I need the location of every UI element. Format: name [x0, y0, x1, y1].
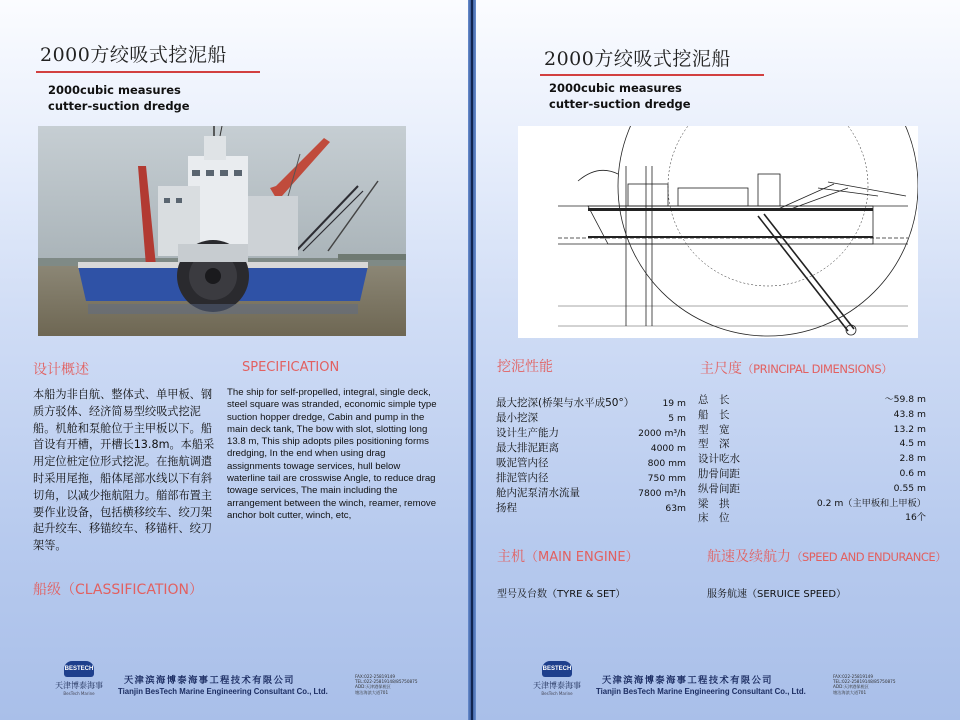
performance-table [496, 396, 686, 516]
contact-address-2: 塘沽海滨大道701 [833, 689, 867, 695]
dimension-value: ～59.8 m [884, 394, 926, 405]
speed-endurance-heading-cn: 航速及续航力 [707, 549, 791, 565]
performance-row [496, 501, 686, 516]
specification-heading: SPECIFICATION [242, 360, 340, 375]
dimension-value: 13.2 m [893, 423, 926, 435]
performance-value: 2000 m³/h [638, 428, 686, 439]
subtitle-line-1: 2000cubic measures [549, 81, 682, 95]
performance-label: 最大排泥距离 [496, 442, 559, 454]
page-divider [468, 0, 476, 720]
contact-tel: TEL:022-25819148/85750875 [355, 679, 418, 685]
performance-value: 750 mm [647, 473, 686, 484]
contact-address: ADD:天津港保税区 [355, 684, 391, 690]
performance-label: 舱内泥泵清水流量 [496, 487, 580, 499]
performance-row [496, 486, 686, 501]
company-name-en: Tianjin BesTech Marine Engineering Consultant Co., Ltd. [118, 687, 328, 696]
performance-label: 排泥管内径 [496, 472, 549, 484]
engine-type-item: 型号及台数（TYRE & SET） [497, 589, 626, 600]
dimension-label: 型 深 [698, 438, 730, 451]
dimension-value: 16个 [905, 512, 926, 524]
subtitle-line-2: cutter-suction dredge [549, 97, 691, 111]
subtitle-line-1: 2000cubic measures [48, 83, 181, 97]
performance-label: 扬程 [496, 502, 517, 514]
dimension-row [698, 497, 926, 512]
main-engine-heading [497, 546, 639, 566]
dimension-row [698, 467, 926, 482]
contact-info [355, 674, 418, 695]
company-logo [524, 661, 590, 699]
performance-value: 4000 m [650, 443, 686, 454]
performance-row [496, 411, 686, 426]
performance-value: 5 m [668, 413, 686, 424]
performance-row [496, 426, 686, 441]
right-page [480, 0, 960, 720]
company-logo [46, 661, 112, 699]
dimension-label: 梁 拱 [698, 497, 730, 510]
main-engine-heading-en: （MAIN ENGINE） [525, 550, 639, 565]
dredge-photo [38, 126, 406, 336]
performance-row [496, 471, 686, 486]
logo-mark: BESTECH [64, 661, 94, 677]
performance-value: 7800 m³/h [638, 488, 686, 499]
performance-value: 800 mm [647, 458, 686, 469]
contact-address-2: 塘沽海滨大道701 [355, 689, 389, 695]
dimension-row [698, 452, 926, 467]
contact-fax: FAX:022-25819149 [355, 674, 395, 679]
performance-label: 最小挖深 [496, 412, 538, 424]
dimensions-table [698, 393, 926, 526]
dredge-elevation-drawing [518, 126, 918, 338]
performance-value: 19 m [662, 398, 686, 409]
subtitle [549, 80, 691, 112]
logo-name-cn: 天津博泰海事 [533, 681, 581, 690]
performance-value: 63m [665, 503, 686, 514]
dimension-label: 纵骨间距 [698, 482, 740, 495]
title-underline [540, 74, 764, 76]
footer [480, 661, 958, 701]
performance-label: 吸泥管内径 [496, 457, 549, 469]
dredge-photo-illustration [38, 126, 406, 336]
dimension-value: 0.55 m [893, 482, 926, 494]
page-title: 2000方绞吸式挖泥船 [544, 48, 731, 70]
performance-row [496, 456, 686, 471]
dimension-value: 0.2 m（主甲板和上甲板） [816, 497, 926, 509]
performance-label: 最大挖深(桥架与水平成50°） [496, 397, 635, 409]
footer [0, 661, 480, 701]
company-name-en: Tianjin BesTech Marine Engineering Consultant Co., Ltd. [596, 687, 806, 696]
logo-name-en: BesTech Marine [63, 691, 95, 696]
performance-row [496, 396, 686, 411]
company-name-cn: 天津滨海博泰海事工程技术有限公司 [124, 675, 295, 686]
title-underline [36, 71, 260, 73]
logo-name-en: BesTech Marine [541, 691, 573, 696]
subtitle-line-2: cutter-suction dredge [48, 99, 190, 113]
contact-fax: FAX:022-25819149 [833, 674, 873, 679]
design-overview-heading: 设计概述 [33, 362, 89, 378]
performance-row [496, 441, 686, 456]
dimension-label: 船 长 [698, 408, 730, 421]
dimension-label: 床 位 [698, 512, 730, 525]
principal-dimensions-heading [700, 358, 892, 378]
elevation-drawing-illustration [518, 126, 918, 338]
dimension-row [698, 423, 926, 438]
performance-label: 设计生产能力 [496, 427, 559, 439]
principal-dimensions-heading-cn: 主尺度 [700, 361, 742, 377]
speed-endurance-heading [707, 546, 946, 566]
contact-tel: TEL:022-25819148/85750875 [833, 679, 896, 685]
specification-text: The ship for self-propelled, integral, single deck, steel square was stranded, economic simple type suction hopper dredge, Cabin and pump in the main deck tank, The bow with slot, slotting long 13.8 m, This ship adopts piles positioning forms dredging, In the end when using drag assignments towage services, hull below waterline tail are crosswise Angle, to reduce drag towage services, The main including the arrangement between the winch, reamer, remove anchor bolt cutter, winch, etc, [227, 387, 437, 521]
speed-endurance-heading-en: （SPEED AND ENDURANCE） [791, 550, 947, 564]
design-overview-text: 本船为非自航、整体式、单甲板、钢质方驳体、经济简易型绞吸式挖泥船。机舱和泵舱位于主甲板以下。船首设有开槽，开槽长13.8m。本船采用定位桩定位形式挖泥。在拖航调遣时采用尾拖，船体尾部水线以下有斜切角，以减少拖航阻力。艏部布置主要作业设备，包括横移绞车、绞刀架起升绞车、移锚绞车、移锚杆、绞刀架等。 [33, 388, 215, 553]
contact-info [833, 674, 896, 695]
dimension-value: 43.8 m [893, 408, 926, 420]
principal-dimensions-heading-en: （PRINCIPAL DIMENSIONS） [742, 362, 893, 376]
dimension-value: 4.5 m [899, 438, 926, 450]
service-speed-item: 服务航速（SERUICE SPEED） [707, 589, 847, 600]
page-title: 2000方绞吸式挖泥船 [40, 44, 227, 66]
dimension-label: 肋骨间距 [698, 467, 740, 480]
dimension-row [698, 482, 926, 497]
dredging-performance-heading: 挖泥性能 [497, 359, 553, 375]
dimension-label: 设计吃水 [698, 453, 740, 466]
dimension-row [698, 393, 926, 408]
dimension-value: 2.8 m [899, 453, 926, 465]
dimension-row [698, 437, 926, 452]
subtitle [48, 82, 190, 114]
classification-heading: 船级（CLASSIFICATION） [33, 582, 203, 598]
dimension-value: 0.6 m [899, 467, 926, 479]
main-engine-heading-cn: 主机 [497, 549, 525, 565]
dimension-row [698, 511, 926, 526]
contact-address: ADD:天津港保税区 [833, 684, 869, 690]
logo-name-cn: 天津博泰海事 [55, 681, 103, 690]
dimension-label: 总 长 [698, 394, 730, 406]
company-name-cn: 天津滨海博泰海事工程技术有限公司 [602, 675, 773, 686]
dimension-row [698, 408, 926, 423]
logo-mark: BESTECH [542, 661, 572, 677]
dimension-label: 型 宽 [698, 423, 730, 436]
